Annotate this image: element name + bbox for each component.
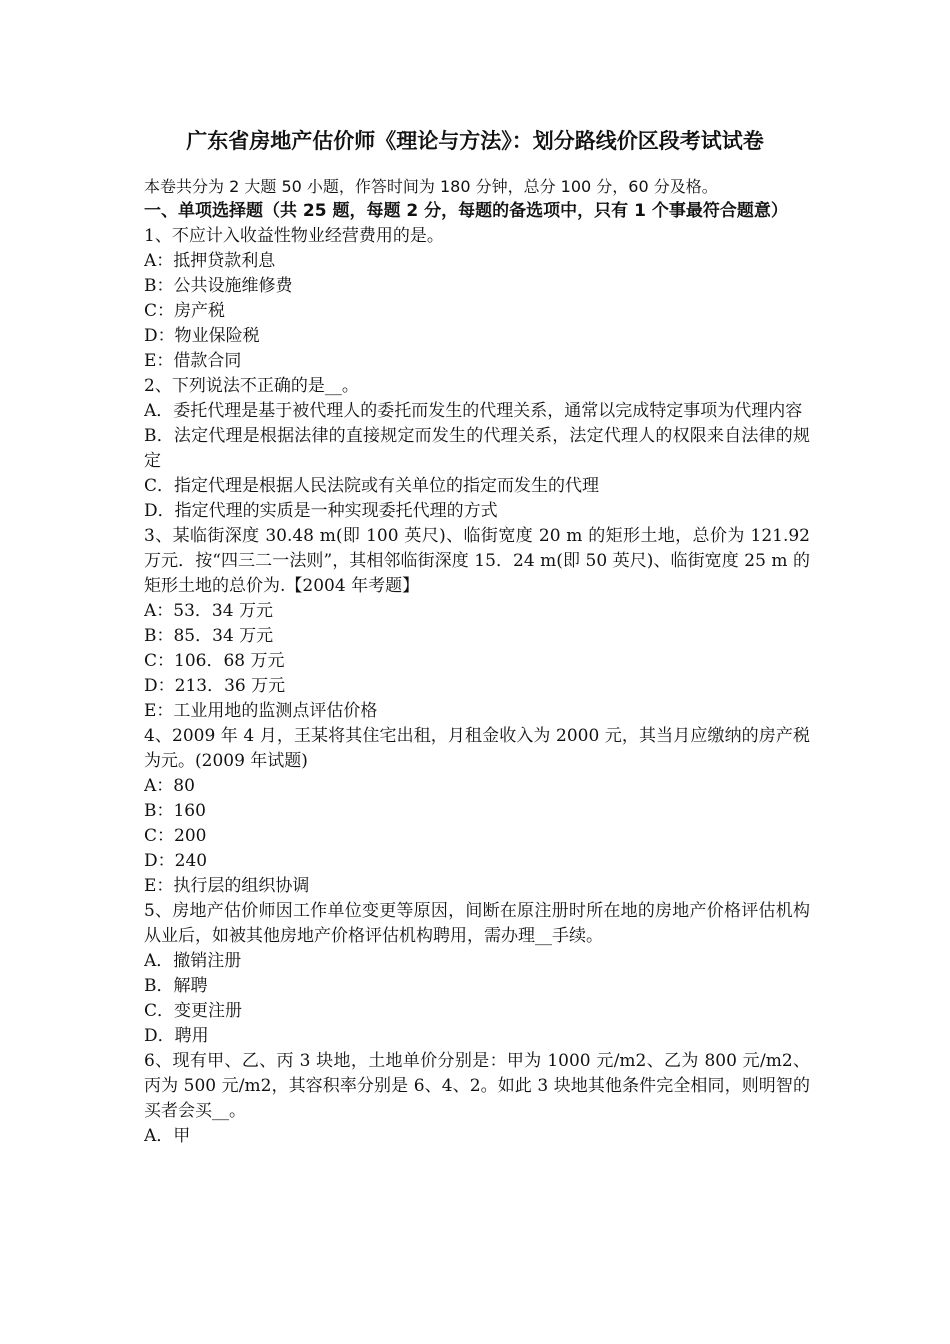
question-4-option-d: D：240 xyxy=(144,851,208,871)
question-3-option-d: D：213．36 万元 xyxy=(144,676,286,696)
exam-intro: 本卷共分为 2 大题 50 小题，作答时间为 180 分钟，总分 100 分，60 分及格。 xyxy=(144,177,718,196)
question-1-option-c: C：房产税 xyxy=(144,301,226,321)
question-3-option-e: E：工业用地的监测点评估价格 xyxy=(144,701,378,721)
question-5-stem: 5、房地产估价师因工作单位变更等原因，间断在原注册时所在地的房地产价格评估机构从业后，如被其他房地产价格评估机构聘用，需办理__手续。 xyxy=(144,901,810,946)
question-2-option-c: C．指定代理是根据人民法院或有关单位的指定而发生的代理 xyxy=(144,476,600,496)
question-5-option-d: D．聘用 xyxy=(144,1026,209,1046)
question-3-option-b: B：85．34 万元 xyxy=(144,626,274,646)
question-2-option-b: B．法定代理是根据法律的直接规定而发生的代理关系，法定代理人的权限来自法律的规定 xyxy=(144,426,810,471)
question-4-option-e: E：执行层的组织协调 xyxy=(144,876,310,896)
question-4-stem: 4、2009 年 4 月，王某将其住宅出租，月租金收入为 2000 元，其当月应缴纳的房产税为元。(2009 年试题) xyxy=(144,726,810,771)
question-4-option-b: B：160 xyxy=(144,801,206,821)
question-5-option-c: C．变更注册 xyxy=(144,1001,243,1021)
question-4-option-a: A：80 xyxy=(144,776,195,796)
question-1-option-a: A：抵押贷款利息 xyxy=(144,251,276,271)
question-1-option-d: D：物业保险税 xyxy=(144,326,260,346)
question-1-option-b: B：公共设施维修费 xyxy=(144,276,293,296)
question-1-option-e: E：借款合同 xyxy=(144,351,242,371)
question-3-option-c: C：106．68 万元 xyxy=(144,651,285,671)
section-heading: 一、单项选择题（共 25 题，每题 2 分，每题的备选项中，只有 1 个事最符合题意） xyxy=(144,201,788,221)
question-5-option-b: B．解聘 xyxy=(144,976,208,996)
document-title: 广东省房地产估价师《理论与方法》：划分路线价区段考试试卷 xyxy=(186,128,764,153)
question-5-option-a: A．撤销注册 xyxy=(144,951,242,971)
question-3-stem: 3、某临街深度 30.48 m(即 100 英尺)、临街宽度 20 m 的矩形土地，总价为 121.92 万元．按“四三二一法则”，其相邻临街深度 15．24 m(即 50 英尺)、临街宽度 25 m 的矩形土地的总价为.【2004 年考题】 xyxy=(144,526,810,596)
question-2-option-a: A．委托代理是基于被代理人的委托而发生的代理关系，通常以完成特定事项为代理内容 xyxy=(144,401,803,421)
question-3-option-a: A：53．34 万元 xyxy=(144,601,273,621)
question-6-option-a: A．甲 xyxy=(144,1126,191,1146)
question-6-stem: 6、现有甲、乙、丙 3 块地，土地单价分别是：甲为 1000 元/m2、乙为 800 元/m2、丙为 500 元/m2，其容积率分别是 6、4、2。如此 3 块地其他条件完全相同，则明智的买者会买__。 xyxy=(144,1051,810,1121)
question-4-option-c: C：200 xyxy=(144,826,207,846)
document-body xyxy=(144,174,810,1149)
question-2-option-d: D．指定代理的实质是一种实现委托代理的方式 xyxy=(144,501,498,521)
question-2-stem: 2、下列说法不正确的是__。 xyxy=(144,376,359,396)
question-1-stem: 1、不应计入收益性物业经营费用的是。 xyxy=(144,226,444,246)
